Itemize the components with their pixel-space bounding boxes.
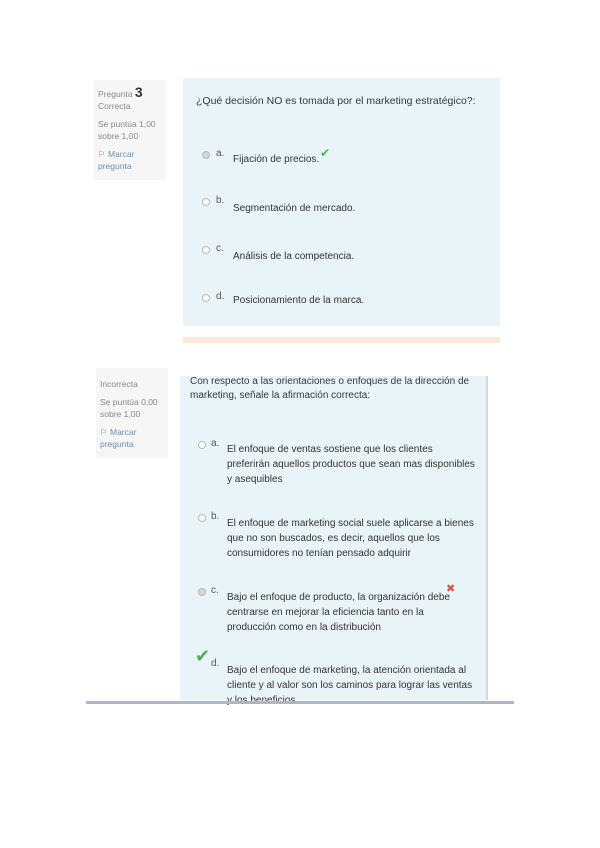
question-status: Correcta (98, 101, 131, 111)
option-a-letter: a. (216, 148, 225, 159)
question-3-block (92, 78, 502, 328)
flag-question-link[interactable]: ⚐ Marcar pregunta (100, 427, 137, 449)
option-b-letter: b. (211, 511, 220, 522)
option-c-radio[interactable] (202, 246, 210, 254)
option-c-text: Bajo el enfoque de producto, la organización debe centrarse en mejorar la eficiencia tanto en la producción como en la distribución (227, 592, 450, 633)
correct-check-icon: ✔ (195, 646, 211, 666)
option-d-text: Posicionamiento de la marca. (233, 295, 365, 306)
option-b-radio[interactable] (198, 514, 206, 522)
option-a-text: Fijación de precios. (233, 154, 320, 165)
option-a-text: El enfoque de ventas sostiene que los clientes preferirán aquellos productos que sean mas disponibles y asequibles (227, 444, 475, 485)
flag-question-link[interactable]: ⚐ Marcar pregunta (98, 149, 135, 171)
question-content-panel (183, 78, 500, 326)
question-info-panel (96, 368, 168, 458)
option-d-text: Bajo el enfoque de marketing, la atención orientada al cliente y al valor son los caminos para lograr las ventas (227, 665, 473, 691)
option-c-text: Análisis de la competencia. (233, 251, 355, 262)
option-c-letter: c. (211, 585, 219, 596)
option-d-radio[interactable] (202, 294, 210, 302)
section-divider (183, 337, 500, 343)
question-number-cropped (100, 370, 164, 378)
flag-icon: ⚐ (100, 427, 108, 437)
option-c-letter: c. (216, 243, 224, 254)
panel-edge (486, 376, 488, 700)
question-score: Se puntúa 1,00 sobre 1,00 (98, 119, 156, 141)
option-d-letter: d. (216, 291, 225, 302)
flag-icon: ⚐ (98, 149, 106, 159)
option-a-radio[interactable] (198, 441, 206, 449)
option-a-radio[interactable] (202, 151, 210, 159)
screenshot-bottom-edge (86, 701, 514, 704)
option-b-text: El enfoque de marketing social suele aplicarse a bienes que no son buscados, es decir, aquellos que los consumidores no tenían pensado adquirir (227, 518, 474, 559)
option-b-text: Segmentación de mercado. (233, 203, 356, 214)
question-text: ¿Qué decisión NO es tomada por el marketing estratégico?: (196, 95, 476, 107)
question-4-block (88, 376, 512, 700)
question-number: Pregunta 3 (98, 84, 143, 100)
option-d-letter: d. (211, 658, 220, 669)
option-b-radio[interactable] (202, 198, 210, 206)
question-info-panel (94, 80, 166, 180)
question-content-panel (180, 376, 486, 700)
correct-check-icon: ✔ (320, 146, 331, 160)
question-score: Se puntúa 0,00 sobre 1,00 (100, 397, 158, 419)
incorrect-cross-icon: ✖ (446, 583, 456, 595)
question-status: Incorrecta (100, 379, 138, 389)
option-a-letter: a. (211, 438, 220, 449)
question-text: Con respecto a las orientaciones o enfoques de la dirección de marketing, señale la afirmación correcta: (190, 376, 470, 401)
option-c-radio[interactable] (198, 588, 206, 596)
option-b-letter: b. (216, 195, 225, 206)
